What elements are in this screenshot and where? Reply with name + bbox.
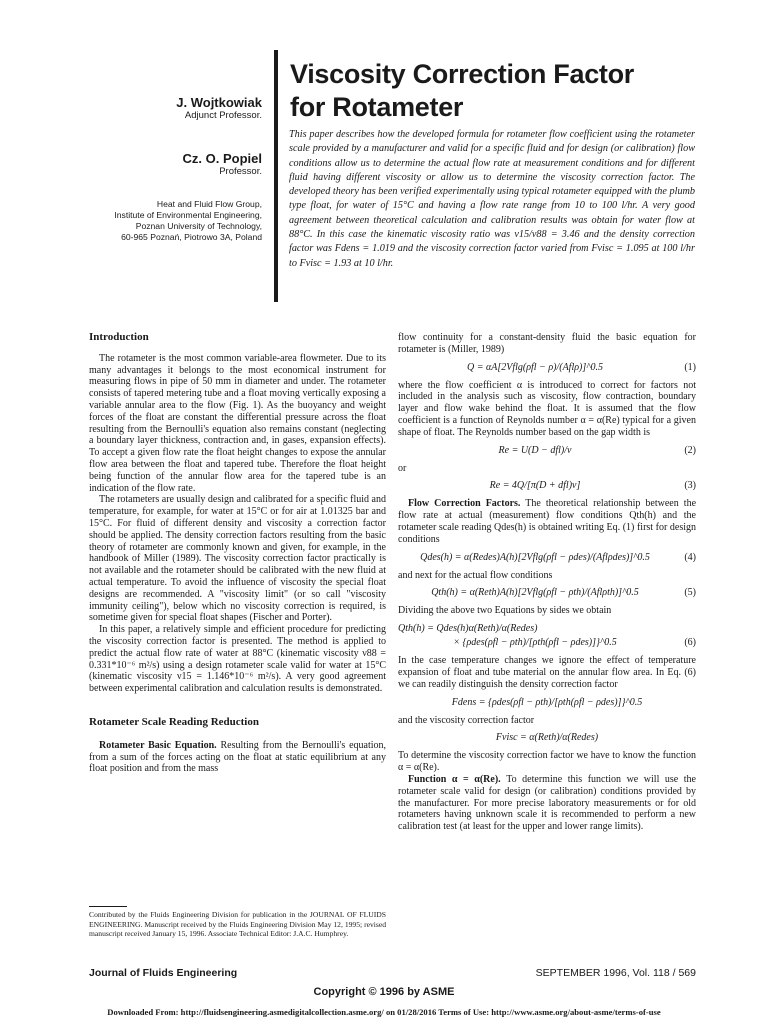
equation-1-expr: Q = αA[2Vflg(ρfl − ρ)/(Aflρ)]^0.5 [467,361,603,373]
intro-paragraph-1: The rotameter is the most common variable-area flowmeter. Due to its many advantages it belongs to the most economical instrument for measuring flows in pipe of 50 mm in diameter and under. The rotameter consists of tapered metering tube and a float moving vertically exposing a variable annular area to the flow (Fig. 1). As the buoyancy and weight forces of the float are constant the differential pressure across the float resulting from the Bernoulli's equation also remains constant (neglecting a boundary layer thickness, contraction and, in gases, expansion effects). To accept a given flow rate the float height changes to expose the annular flow area between the float and tapered tube. Therefore the float height being function of the annular flow area for the tapered tube is an indication of the flow rate. [89,352,386,494]
equation-6-line-1 [398,623,696,635]
equation-4-number: (4) [684,551,696,563]
equation-2 [398,445,696,457]
author-block [90,95,262,243]
basic-equation-paragraph [89,740,386,775]
affiliation-line-2: Institute of Environmental Engineering, [114,210,262,220]
intro-paragraph-2: The rotameters are usually design and calibrated for a specific fluid and temperature, for example, for water at 15°C or for air at 1.01325 bar and 15°C. For fluid of different density and viscosity a correction factor should be applied. The density correction factors resulting from the basic theory of rotameter are commonly known and given, for example, in the handbook of Miller (1989). The viscosity correction factor practically is not available and the rotameter should be calibrated with the new fluid at actual temperature. To avoid the influence of viscosity the special float designs are recommended. A "viscosity limit" (or so call "viscosity immunity ceiling"), below which no viscosity correction is required, is sometime given for special float shapes (Fischer and Porter). [89,494,386,624]
basic-equation-text: Resulting from the Bernoulli's equation, from a sum of the forces acting on the float at static equilibrium at any float position and from the mass [89,739,387,775]
author-name-2: Cz. O. Popiel [182,151,262,166]
title-line-1: Viscosity Correction Factor [290,59,635,89]
equation-2-number: (2) [684,444,696,456]
runin-function-alpha: Function α = α(Re). [408,773,501,785]
download-notice: Downloaded From: http://fluidsengineering.asmedigitalcollection.asme.org/ on 01/28/2016 Terms of Use: http://www.asme.org/about-asme/terms-of-use [107,1007,661,1017]
left-column [89,332,386,775]
function-alpha-paragraph [398,774,696,833]
equation-7-expr: Fdens = {ρdes(ρfl − ρth)/[ρth(ρfl − ρdes)]}^0.5 [451,696,643,708]
equation-3-expr: Re = 4Q/[π(D + dfl)ν] [489,480,581,492]
equation-3-number: (3) [684,480,696,492]
equation-1-number: (1) [684,361,696,373]
issue-info: SEPTEMBER 1996, Vol. 118 / 569 [535,967,696,979]
affiliation-line-1: Heat and Fluid Flow Group, [156,199,262,209]
right-column [398,332,696,833]
heading-introduction: Introduction [89,331,149,343]
flow-correction-paragraph [398,498,696,545]
equation-6-number: (6) [684,637,696,649]
equation-8-expr: Fvisc = α(Reth)/α(Redes) [495,732,599,744]
equation-6a-expr: Qth(h) = Qdes(h)α(Reth)/α(Redes) [398,623,538,635]
equation-8 [398,732,696,744]
intro-paragraph-3: In this paper, a relatively simple and efficient procedure for predicting the viscosity correction factor is presented. The method is applied to predict the actual flow rate of water at 88°C (kinematic viscosity ν88 = 0.331*10⁻⁶ m²/s) using a design rotameter scale valid for water at 15°C (kinematic viscosity ν15 = 1.146*10⁻⁶ m²/s). A very good agreement between experimental calibration and calculation results is demonstrated. [89,624,386,695]
right-paragraph-2: where the flow coefficient α is introduced to correct for factors not included in the analysis such as viscosity, flow contraction, boundary layer and flow wake behind the float. It is assumed that the flow coefficient is a function of Reynolds number α = α(Re) typical for a given shape of float. The Reynolds number based on the gap width is [398,379,696,438]
runin-flow-correction: Flow Correction Factors. [408,498,521,510]
footnote-rule [89,906,127,907]
flow-correction-text: The theoretical relationship between the flow rate at actual (measurement) flow conditions Qth(h) and the rotameter scale reading Qdes(h) is obtained writing Eq. (1) first for design conditions [398,498,697,545]
right-paragraph-7: and the viscosity correction factor [398,714,535,726]
runin-basic-equation: Rotameter Basic Equation. [99,739,217,751]
equation-6b-expr: × {ρdes(ρfl − ρth)/[ρth(ρfl − ρdes)]}^0.5 [453,637,617,649]
right-paragraph-6: In the case temperature changes we ignore the effect of temperature expansion of float and tube material on the annular flow area. In Eq. (6) we can readily distinguish the density correction factor [398,655,696,690]
right-paragraph-4: and next for the actual flow conditions [398,569,553,581]
equation-4 [398,552,696,564]
or-text: or [398,462,407,474]
equation-2-expr: Re = U(D − dfl)/ν [498,444,572,456]
journal-name: Journal of Fluids Engineering [89,967,238,979]
copyright-notice: Copyright © 1996 by ASME [313,986,455,998]
equation-6-line-2 [398,637,696,649]
right-paragraph-8: To determine the viscosity correction factor we have to know the function α = α(Re). [398,750,696,774]
author-role-1: Adjunct Professor. [184,110,262,121]
affiliation-line-3: Poznan University of Technology, [135,221,262,231]
footnote: Contributed by the Fluids Engineering Division for publication in the JOURNAL OF FLUIDS ENGINEERING. Manuscript received by the Fluids Engineering Division May 12, 1995; revised manuscript received January 15, 1996. Associate Technical Editor: J.A.C. Humphrey. [89,910,386,938]
title-line-2: for Rotameter [290,92,464,122]
equation-3 [398,480,696,492]
function-alpha-text: To determine this function we will use the rotameter scale valid for design (or calibration) conditions provided by the manufacturer. For more precise laboratory measurements or for old rotameters having unknown scale it is recommended to perform a new calibration test (at least for the upper and lower range limits). [398,773,696,833]
right-paragraph-1: flow continuity for a constant-density fluid the basic equation for rotameter is (Miller, 1989) [398,332,696,355]
equation-7 [398,697,696,709]
equation-4-expr: Qdes(h) = α(Redes)A(h)[2Vflg(ρfl − ρdes)/(Aflρdes)]^0.5 [420,551,650,563]
author-role-2: Professor. [219,166,262,177]
paper-title [290,58,730,124]
heading-scale-reduction: Rotameter Scale Reading Reduction [89,715,259,728]
equation-5-expr: Qth(h) = α(Reth)A(h)[2Vflg(ρfl − ρth)/(Aflρth)]^0.5 [431,587,639,599]
equation-1 [398,362,696,374]
abstract: This paper describes how the developed formula for rotameter flow coefficient using the rotameter scale provided by a manufacturer and valid for a specific fluid and for design (or calibration) flow conditions allow us to determine the actual flow rate at measurement conditions and for different fluid having different viscosity or allow us to determine the viscosity correction factor. The developed theory has been verified experimentally using typical rotameter equipped with the plumb type float, for water of 15°C and having a flow rate range from 10 to 100 l/hr. A very good agreement between theoretical calculation and calibration results was obtain for water flow at 88°C. In this case the kinematic viscosity ratio was ν15/ν88 = 3.46 and the density correction factor was Fdens = 1.019 and the viscosity correction factor varied from Fvisc = 1.095 at 100 l/hr to Fvisc = 1.93 at 10 l/hr. [289,129,695,269]
equation-5 [398,587,696,599]
equation-5-number: (5) [684,587,696,599]
right-paragraph-5: Dividing the above two Equations by sides we obtain [398,605,612,617]
author-name-1: J. Wojtkowiak [176,95,262,110]
title-divider-bar [274,50,278,302]
affiliation-line-4: 60-965 Poznań, Piotrowo 3A, Poland [121,232,262,242]
